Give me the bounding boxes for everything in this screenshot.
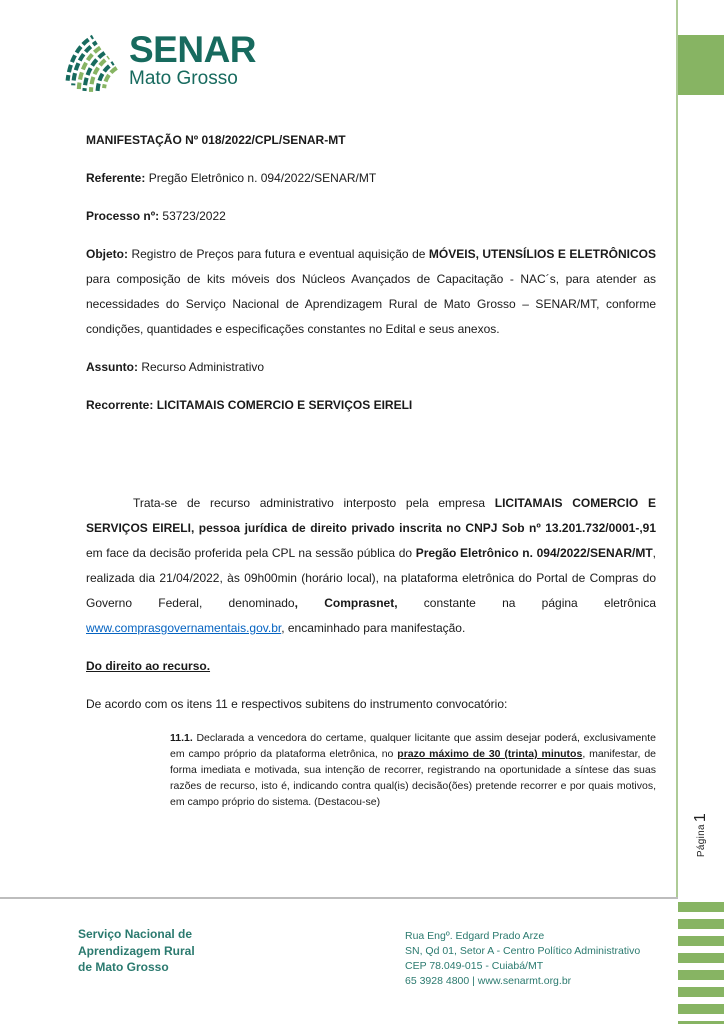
footer-org-line: de Mato Grosso bbox=[78, 960, 169, 974]
document-body bbox=[86, 128, 656, 823]
senar-logo bbox=[62, 28, 256, 94]
brand-subtitle: Mato Grosso bbox=[129, 67, 238, 89]
footer-divider bbox=[0, 897, 678, 899]
senar-logo-mark bbox=[62, 28, 120, 94]
page-indicator-label: Página bbox=[695, 824, 707, 858]
right-rail-line bbox=[676, 0, 678, 898]
quote-item-11-1: 11.1. Declarada a vencedora do certame, qualquer licitante que assim desejar poderá, exclusivamente em campo próprio da plataforma eletrônica, no prazo máximo de 30 (trinta) minutos, manifestar, de forma imediata e motivada, sua intenção de recorrer, registrando na oportunidade a síntese das suas razões de recurso, isto é, indicando contra qual(is) decisão(ões) pretende recorrer e por quais motivos, em campo próprio do sistema. (Destacou-se) bbox=[170, 732, 656, 808]
footer-contact-line: 65 3928 4800 | www.senarmt.org.br bbox=[405, 975, 572, 987]
section-heading: Do direito ao recurso. bbox=[86, 659, 211, 673]
footer-address bbox=[405, 929, 640, 989]
recorrente-field: Recorrente: LICITAMAIS COMERCIO E SERVIÇOS EIRELI bbox=[86, 398, 413, 412]
objeto-paragraph: Objeto: Registro de Preços para futura e eventual aquisição de MÓVEIS, UTENSÍLIOS E ELETRÔNICOS para composição de kits móveis dos Núcleos Avançados de Capacitação - NAC´s, para atender as necessidades do Serviço Nacional de Aprendizagem Rural de Mato Grosso – SENAR/MT, conforme condições, quantidades e especificações constantes no Edital e seus anexos. bbox=[86, 247, 656, 336]
section-intro: De acordo com os itens 11 e respectivos subitens do instrumento convocatório: bbox=[86, 697, 508, 711]
page-number: 1 bbox=[692, 812, 709, 823]
senar-wordmark bbox=[129, 29, 257, 89]
page-indicator bbox=[678, 790, 724, 880]
footer-org-line: Aprendizagem Rural bbox=[78, 943, 195, 958]
intro-paragraph: Trata-se de recurso administrativo interposto pela empresa LICITAMAIS COMERCIO E SERVIÇOS EIRELI, pessoa jurídica de direito privado inscrita no CNPJ Sob nº 13.201.732/0001-,91 em face da decisão proferida pela CPL na sessão pública do Pregão Eletrônico n. 094/2022/SENAR/MT, realizada dia 21/04/2022, às 09h00min (horário local), na plataforma eletrônica do Portal de Compras do Governo Federal, denominado, Comprasnet, constante na página eletrônica www.comprasgovernamentais.gov.br, encaminhado para manifestação. bbox=[86, 496, 656, 635]
footer-address-line: Rua Engº. Edgard Prado Arze bbox=[405, 930, 545, 942]
processo-field: Processo nº: 53723/2022 bbox=[86, 209, 226, 223]
footer-org-line: Serviço Nacional de bbox=[78, 927, 193, 941]
referente-field: Referente: Pregão Eletrônico n. 094/2022/SENAR/MT bbox=[86, 171, 377, 185]
right-accent-block bbox=[678, 35, 724, 95]
footer-org-name bbox=[78, 926, 195, 976]
footer-address-line: SN, Qd 01, Setor A - Centro Político Administrativo bbox=[405, 945, 641, 957]
assunto-field: Assunto: Recurso Administrativo bbox=[86, 360, 265, 374]
footer-address-line: CEP 78.049-015 - Cuiabá/MT bbox=[405, 960, 544, 972]
brand-name: SENAR bbox=[129, 29, 257, 70]
right-stripes-decoration bbox=[678, 902, 724, 1024]
compras-governamentais-link[interactable]: www.comprasgovernamentais.gov.br bbox=[86, 621, 282, 635]
document-title: MANIFESTAÇÃO Nº 018/2022/CPL/SENAR-MT bbox=[86, 133, 346, 147]
